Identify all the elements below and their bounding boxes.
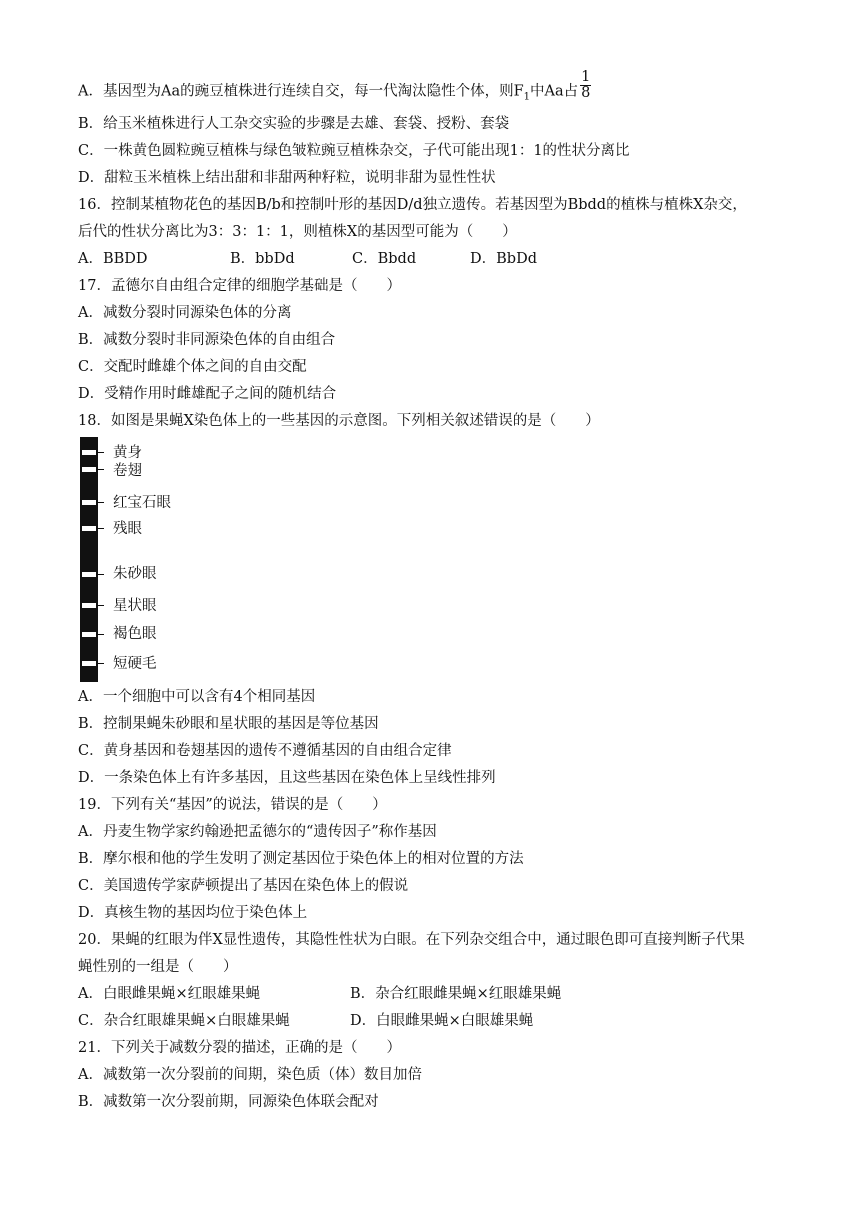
gene-locus-marker xyxy=(82,661,96,666)
gene-label-brown-eye: 褐色眼 xyxy=(113,626,157,642)
q15-option-c: C．一株黄色圆粒豌豆植株与绿色皱粒豌豆植株杂交，子代可能出现1：1的性状分离比 xyxy=(78,143,630,159)
gene-label-yellow-body: 黄身 xyxy=(113,445,142,461)
q16-option-b: B．bbDd xyxy=(230,251,295,267)
gene-leader-line xyxy=(96,605,104,606)
q20-stem-line1: 20．果蝇的红眼为伴X显性遗传，其隐性性状为白眼。在下列杂交组合中，通过眼色即可直接判断子代果 xyxy=(78,932,745,948)
gene-leader-line xyxy=(96,528,104,529)
gene-locus-marker xyxy=(82,572,96,577)
q15-option-a-text2: 中Aa占 xyxy=(530,83,579,100)
q21-option-a: A．减数第一次分裂前的间期，染色质（体）数目加倍 xyxy=(78,1067,422,1083)
q15-option-a xyxy=(78,69,591,107)
q15-option-d: D．甜粒玉米植株上结出甜和非甜两种籽粒，说明非甜为显性性状 xyxy=(78,170,496,186)
gene-label-short-bristle: 短硬毛 xyxy=(113,656,157,672)
q17-option-d: D．受精作用时雌雄配子之间的随机结合 xyxy=(78,386,337,402)
q19-option-a: A．丹麦生物学家约翰逊把孟德尔的“遗传因子”称作基因 xyxy=(78,824,437,840)
q17-option-a: A．减数分裂时同源染色体的分离 xyxy=(78,305,292,321)
q20-option-d: D．白眼雌果蝇×白眼雄果蝇 xyxy=(350,1013,534,1029)
gene-locus-marker xyxy=(82,450,96,455)
q17-option-b: B．减数分裂时非同源染色体的自由组合 xyxy=(78,332,336,348)
q20-option-a: A．白眼雌果蝇×红眼雄果蝇 xyxy=(78,986,261,1002)
q21-option-b: B．减数第一次分裂前期，同源染色体联会配对 xyxy=(78,1094,379,1110)
q16-stem-line1: 16．控制某植物花色的基因B/b和控制叶形的基因D/d独立遗传。若基因型为Bbdd的植株与植株X杂交， xyxy=(78,197,747,213)
gene-leader-line xyxy=(96,502,104,503)
chromosome-bar xyxy=(80,437,98,682)
q19-stem: 19．下列有关“基因”的说法，错误的是（ ） xyxy=(78,797,387,813)
q19-option-d: D．真核生物的基因均位于染色体上 xyxy=(78,905,308,921)
q17-stem: 17．孟德尔自由组合定律的细胞学基础是（ ） xyxy=(78,278,401,294)
gene-label-curly-wing: 卷翅 xyxy=(113,463,142,479)
fraction xyxy=(580,70,591,101)
q20-stem-line2: 蝇性别的一组是（ ） xyxy=(78,959,238,975)
gene-locus-marker xyxy=(82,526,96,531)
gene-leader-line xyxy=(96,634,104,635)
q21-stem: 21．下列关于减数分裂的描述，正确的是（ ） xyxy=(78,1040,401,1056)
q19-option-c: C．美国遗传学家萨顿提出了基因在染色体上的假说 xyxy=(78,878,409,894)
q18-option-c: C．黄身基因和卷翅基因的遗传不遵循基因的自由组合定律 xyxy=(78,743,452,759)
q16-option-d: D．BbDd xyxy=(470,251,537,267)
gene-leader-line xyxy=(96,663,104,664)
q15-option-a-text: A．基因型为Aa的豌豆植株进行连续自交，每一代淘汰隐性个体，则F xyxy=(78,83,524,100)
gene-label-lozenge-eye: 残眼 xyxy=(113,521,142,537)
q15-option-a-subscript: 1 xyxy=(523,91,531,103)
fraction-denominator: 8 xyxy=(581,85,591,101)
q18-option-a: A．一个细胞中可以含有4个相同基因 xyxy=(78,689,316,705)
gene-locus-marker xyxy=(82,500,96,505)
q20-option-c: C．杂合红眼雄果蝇×白眼雄果蝇 xyxy=(78,1013,290,1029)
gene-label-vermilion-eye: 朱砂眼 xyxy=(113,566,157,582)
q18-stem: 18．如图是果蝇X染色体上的一些基因的示意图。下列相关叙述错误的是（ ） xyxy=(78,413,600,429)
q19-option-b: B．摩尔根和他的学生发明了测定基因位于染色体上的相对位置的方法 xyxy=(78,851,524,867)
gene-locus-marker xyxy=(82,467,96,472)
gene-label-star-eye: 星状眼 xyxy=(113,598,157,614)
fraction-numerator: 1 xyxy=(581,69,591,85)
q17-option-c: C．交配时雌雄个体之间的自由交配 xyxy=(78,359,307,375)
q18-option-d: D．一条染色体上有许多基因，且这些基因在染色体上呈线性排列 xyxy=(78,770,496,786)
q16-option-c: C．Bbdd xyxy=(352,251,417,267)
gene-locus-marker xyxy=(82,632,96,637)
q15-option-b: B．给玉米植株进行人工杂交实验的步骤是去雄、套袋、授粉、套袋 xyxy=(78,116,510,132)
gene-locus-marker xyxy=(82,603,96,608)
gene-leader-line xyxy=(96,469,104,470)
q16-stem-line2: 后代的性状分离比为3：3：1：1，则植株X的基因型可能为（ ） xyxy=(78,224,517,240)
q16-option-a: A．BBDD xyxy=(78,251,148,267)
q18-option-b: B．控制果蝇朱砂眼和星状眼的基因是等位基因 xyxy=(78,716,379,732)
q20-option-b: B．杂合红眼雌果蝇×红眼雄果蝇 xyxy=(350,986,562,1002)
gene-leader-line xyxy=(96,574,104,575)
gene-leader-line xyxy=(96,452,104,453)
gene-label-ruby-eye: 红宝石眼 xyxy=(113,495,171,511)
